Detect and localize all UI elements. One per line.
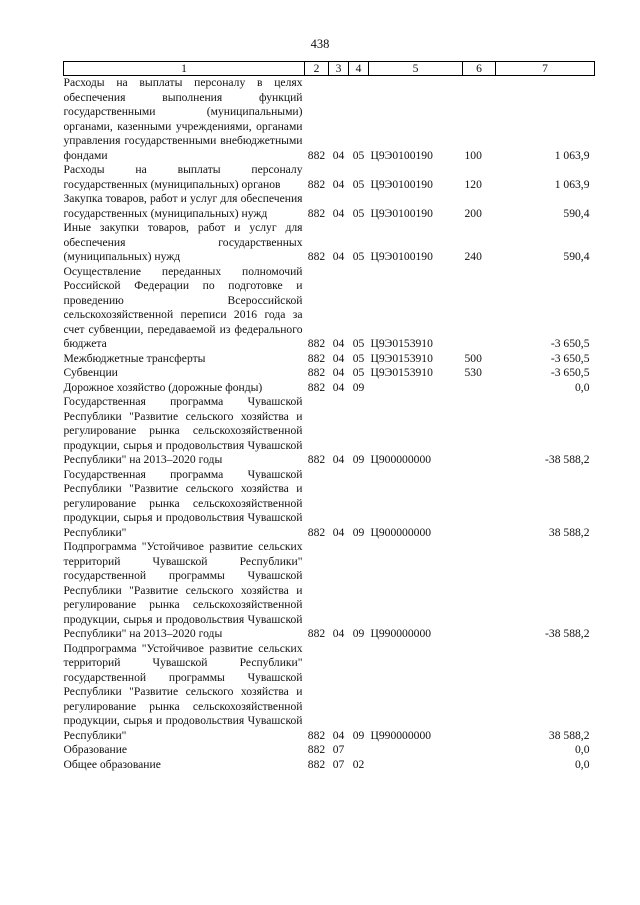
admin-code: 882	[307, 366, 326, 379]
target-article-code: Ц9Э0100190	[370, 177, 433, 191]
target-article-code: Ц9Э0100190	[370, 148, 433, 162]
subsection-code: 05	[352, 366, 365, 379]
amount-value: 1 063,9	[554, 177, 590, 191]
subsection-code: 05	[352, 148, 365, 162]
amount-value: 590,4	[563, 206, 590, 220]
table-row	[64, 221, 595, 265]
expense-type-code	[463, 265, 496, 352]
table-row	[64, 468, 595, 541]
table-row	[64, 743, 595, 758]
subsection-code	[349, 743, 369, 758]
table-row	[64, 265, 595, 352]
amount-value: 38 588,2	[548, 728, 590, 742]
amount-value: -3 650,5	[550, 366, 590, 379]
expense-type-code	[463, 381, 496, 396]
row-label: Дорожное хозяйство (дорожные фонды)	[63, 380, 263, 394]
column-header-5: 5	[369, 62, 463, 76]
section-code: 04	[332, 728, 345, 742]
expense-type-code	[463, 743, 496, 758]
row-label: Субвенции	[63, 366, 118, 379]
row-label: Подпрограмма "Устойчивое развитие сельских территорий Чувашской Республики" государственной программы Чувашской Республики "Развитие сельского хозяйства и регулирование рынка сельскохозяйственной продукции, сырья и продовольствия Чувашской Республики"	[63, 641, 303, 742]
admin-code: 882	[307, 206, 326, 220]
table-row	[64, 395, 595, 468]
row-label: Осуществление переданных полномочий Российской Федерации по подготовке и проведению Всероссийской сельскохозяйственной переписи 2016 года за счет субвенции, передаваемой из федерального бюджета	[63, 264, 303, 350]
expense-type-code	[463, 540, 496, 642]
subsection-code: 05	[352, 351, 365, 365]
section-code: 04	[332, 453, 345, 466]
target-article-code: Ц990000000	[370, 728, 432, 742]
expense-type-code	[463, 395, 496, 468]
table-header-row	[64, 62, 595, 76]
subsection-code: 09	[352, 525, 365, 539]
column-header-6: 6	[463, 62, 496, 76]
admin-code: 882	[307, 250, 326, 263]
amount-value: 0,0	[575, 380, 590, 394]
expense-type-code: 100	[464, 148, 482, 162]
target-article-code: Ц9Э0153910	[370, 351, 433, 365]
section-code: 04	[332, 351, 345, 365]
amount-value: 1 063,9	[554, 148, 590, 162]
expense-type-code: 530	[464, 366, 482, 379]
section-code: 04	[332, 177, 345, 191]
subsection-code: 09	[352, 627, 365, 640]
amount-value: 0,0	[575, 757, 590, 771]
table-row	[64, 758, 595, 773]
expense-type-code: 200	[464, 206, 482, 220]
target-article-code: Ц9Э0153910	[370, 337, 433, 350]
row-label: Иные закупки товаров, работ и услуг для обеспечения государственных (муниципальных) нужд	[63, 221, 303, 263]
column-header-2: 2	[305, 62, 329, 76]
column-header-3: 3	[329, 62, 349, 76]
admin-code: 882	[307, 525, 326, 539]
table-row	[64, 366, 595, 381]
section-code: 04	[332, 380, 345, 394]
table-row	[64, 642, 595, 744]
table-row	[64, 163, 595, 192]
amount-value: -38 588,2	[545, 627, 590, 640]
row-label: Подпрограмма "Устойчивое развитие сельских территорий Чувашской Республики" государственной программы Чувашской Республики "Развитие сельского хозяйства и регулирование рынка сельскохозяйственной продукции, сырья и продовольствия Чувашской Республики" на 2013–2020 годы	[63, 540, 303, 640]
expense-type-code	[463, 758, 496, 773]
table-row	[64, 352, 595, 367]
admin-code: 882	[307, 177, 326, 191]
row-label: Закупка товаров, работ и услуг для обеспечения государственных (муниципальных) нужд	[63, 192, 303, 220]
amount-value: -38 588,2	[545, 453, 590, 466]
section-code: 04	[332, 337, 345, 350]
budget-table	[63, 61, 595, 772]
column-header-1: 1	[64, 62, 305, 76]
row-label: Межбюджетные трансферты	[63, 351, 206, 365]
row-label: Расходы на выплаты персоналу в целях обеспечения выполнения функций государственными (муниципальными) органами, казенными учреждениями, органами управления государственными внебюджетными фондами	[63, 76, 303, 162]
expense-type-code	[463, 642, 496, 744]
section-code: 04	[332, 250, 345, 263]
row-label: Государственная программа Чувашской Республики "Развитие сельского хозяйства и регулирование рынка сельскохозяйственной продукции, сырья и продовольствия Чувашской Республики"	[63, 467, 303, 539]
amount-value: 38 588,2	[548, 525, 590, 539]
target-article-code: Ц990000000	[370, 627, 432, 640]
row-label: Образование	[63, 743, 128, 756]
table-row	[64, 76, 595, 164]
target-article-code: Ц900000000	[370, 525, 432, 539]
amount-value: -3 650,5	[550, 351, 590, 365]
subsection-code: 05	[352, 250, 365, 263]
admin-code: 882	[307, 380, 326, 394]
column-header-7: 7	[496, 62, 595, 76]
subsection-code: 05	[352, 177, 365, 191]
target-article-code: Ц9Э0100190	[370, 250, 433, 263]
subsection-code: 05	[352, 337, 365, 350]
target-article-code	[369, 381, 463, 396]
amount-value: -3 650,5	[550, 337, 590, 350]
expense-type-code: 500	[464, 351, 482, 365]
subsection-code: 09	[352, 380, 365, 394]
section-code: 04	[332, 206, 345, 220]
section-code: 04	[332, 627, 345, 640]
expense-type-code: 240	[464, 250, 482, 263]
section-code: 04	[332, 366, 345, 379]
section-code: 07	[332, 757, 345, 771]
table-row	[64, 192, 595, 221]
column-header-4: 4	[349, 62, 369, 76]
subsection-code: 09	[352, 453, 365, 466]
expense-type-code	[463, 468, 496, 541]
row-label: Государственная программа Чувашской Республики "Развитие сельского хозяйства и регулирование рынка сельскохозяйственной продукции, сырья и продовольствия Чувашской Республики" на 2013–2020 годы	[63, 395, 303, 466]
amount-value: 0,0	[575, 743, 590, 756]
table-row	[64, 381, 595, 396]
admin-code: 882	[307, 728, 326, 742]
admin-code: 882	[307, 351, 326, 365]
amount-value: 590,4	[563, 250, 590, 263]
target-article-code	[369, 743, 463, 758]
table-body	[64, 76, 595, 773]
admin-code: 882	[307, 743, 326, 756]
section-code: 04	[332, 525, 345, 539]
section-code: 04	[332, 148, 345, 162]
target-article-code: Ц900000000	[370, 453, 432, 466]
section-code: 07	[332, 743, 345, 756]
expense-type-code: 120	[464, 177, 482, 191]
admin-code: 882	[307, 757, 326, 771]
admin-code: 882	[307, 337, 326, 350]
target-article-code: Ц9Э0100190	[370, 206, 433, 220]
row-label: Расходы на выплаты персоналу государственных (муниципальных) органов	[63, 163, 303, 191]
target-article-code: Ц9Э0153910	[370, 366, 433, 379]
subsection-code: 05	[352, 206, 365, 220]
table-row	[64, 540, 595, 642]
subsection-code: 02	[352, 757, 365, 771]
admin-code: 882	[307, 453, 326, 466]
subsection-code: 09	[352, 728, 365, 742]
page-number: 438	[310, 37, 330, 51]
row-label: Общее образование	[63, 757, 161, 771]
admin-code: 882	[307, 148, 326, 162]
target-article-code	[369, 758, 463, 773]
admin-code: 882	[307, 627, 326, 640]
